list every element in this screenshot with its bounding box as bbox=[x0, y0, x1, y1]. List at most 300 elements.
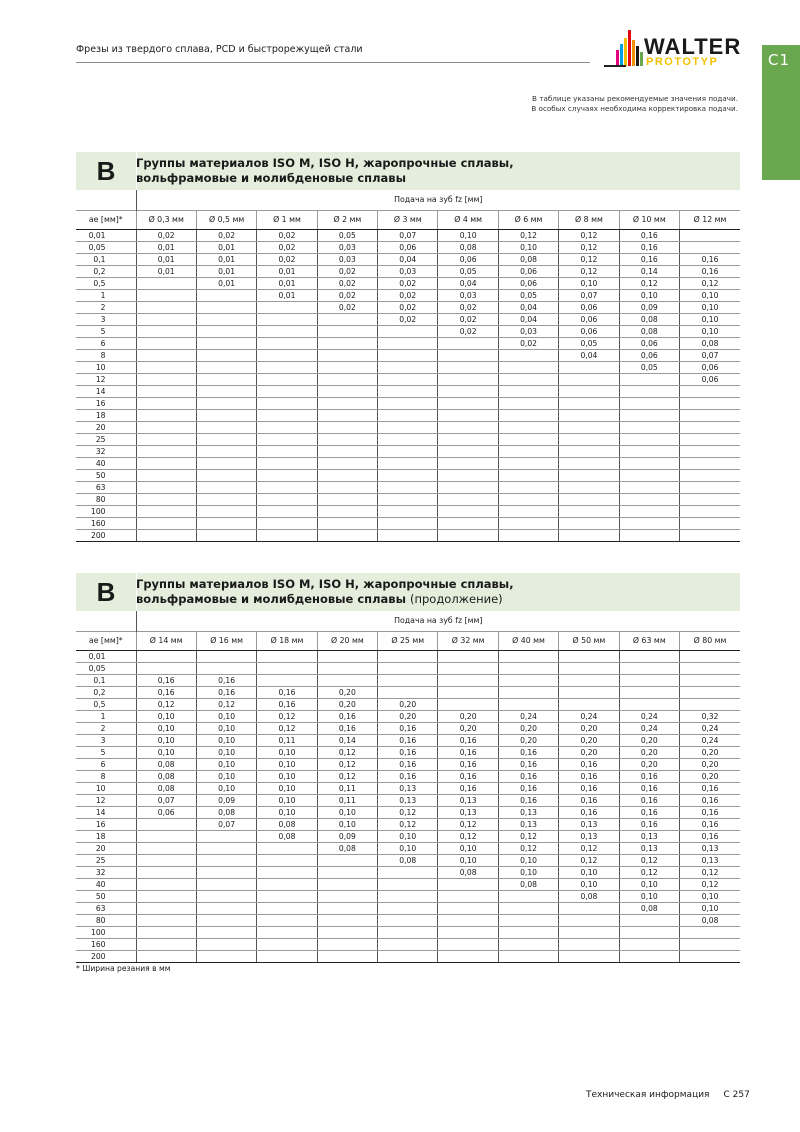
feed-value-cell: 0,01 bbox=[257, 289, 317, 301]
ae-value: 25 bbox=[76, 854, 136, 866]
diameter-column-header: Ø 2 мм bbox=[317, 210, 377, 229]
feed-value-cell: 0,16 bbox=[438, 770, 498, 782]
table-row bbox=[76, 229, 740, 241]
chapter-tab-label: C1 bbox=[768, 51, 791, 69]
feed-value-cell: 0,02 bbox=[378, 277, 438, 289]
feed-value-cell: 0,16 bbox=[498, 758, 558, 770]
diameter-column-header: Ø 10 мм bbox=[619, 210, 679, 229]
feed-note-line-2: В особых случаях необходима корректировка подачи. bbox=[531, 104, 738, 113]
feed-value-cell: 0,32 bbox=[680, 710, 741, 722]
ae-value: 200 bbox=[76, 950, 136, 962]
feed-value-cell bbox=[498, 662, 558, 674]
feed-value-cell bbox=[438, 361, 498, 373]
feed-value-cell: 0,04 bbox=[498, 301, 558, 313]
feed-value-cell bbox=[136, 397, 196, 409]
page-footer bbox=[586, 1090, 750, 1100]
feed-value-cell bbox=[559, 650, 619, 662]
feed-value-cell bbox=[438, 674, 498, 686]
feed-value-cell: 0,10 bbox=[619, 289, 679, 301]
feed-value-cell bbox=[619, 445, 679, 457]
feed-value-cell: 0,16 bbox=[498, 746, 558, 758]
feed-value-cell: 0,14 bbox=[317, 734, 377, 746]
ae-value: 0,2 bbox=[76, 686, 136, 698]
feed-value-cell bbox=[680, 397, 741, 409]
feed-value-cell: 0,02 bbox=[317, 265, 377, 277]
feed-value-cell bbox=[378, 445, 438, 457]
feed-value-cell bbox=[378, 866, 438, 878]
feed-value-cell bbox=[378, 421, 438, 433]
feed-value-cell bbox=[438, 686, 498, 698]
feed-value-cell bbox=[257, 674, 317, 686]
feed-label-spacer bbox=[76, 611, 136, 631]
feed-value-cell bbox=[257, 914, 317, 926]
feed-value-cell: 0,10 bbox=[559, 277, 619, 289]
feed-value-cell bbox=[317, 914, 377, 926]
feed-value-cell: 0,12 bbox=[498, 830, 558, 842]
feed-value-cell bbox=[196, 385, 256, 397]
feed-value-cell bbox=[680, 650, 741, 662]
ae-value: 1 bbox=[76, 289, 136, 301]
feed-value-cell: 0,06 bbox=[559, 313, 619, 325]
feed-value-cell: 0,01 bbox=[257, 265, 317, 277]
table-row bbox=[76, 926, 740, 938]
feed-value-cell bbox=[680, 505, 741, 517]
feed-value-cell bbox=[257, 938, 317, 950]
feed-value-cell: 0,16 bbox=[680, 253, 741, 265]
feed-value-cell bbox=[498, 409, 558, 421]
feed-value-cell bbox=[498, 349, 558, 361]
feed-value-cell: 0,16 bbox=[559, 758, 619, 770]
table-row bbox=[76, 493, 740, 505]
ae-value: 0,5 bbox=[76, 698, 136, 710]
feed-value-cell bbox=[438, 433, 498, 445]
feed-value-cell: 0,01 bbox=[136, 241, 196, 253]
feed-value-cell bbox=[498, 650, 558, 662]
feed-value-cell bbox=[136, 890, 196, 902]
diameter-column-header: Ø 18 мм bbox=[257, 631, 317, 650]
table-row bbox=[76, 842, 740, 854]
feed-value-cell: 0,16 bbox=[619, 794, 679, 806]
logo-bar bbox=[620, 44, 623, 66]
feed-value-cell: 0,13 bbox=[378, 782, 438, 794]
feed-value-cell bbox=[136, 902, 196, 914]
feed-value-cell: 0,16 bbox=[136, 674, 196, 686]
feed-value-cell bbox=[438, 529, 498, 541]
feed-value-cell bbox=[498, 938, 558, 950]
feed-value-cell: 0,12 bbox=[680, 878, 741, 890]
feed-value-cell: 0,20 bbox=[680, 746, 741, 758]
feed-value-cell bbox=[559, 926, 619, 938]
feed-value-cell bbox=[438, 337, 498, 349]
feed-value-cell bbox=[136, 421, 196, 433]
ae-value: 14 bbox=[76, 385, 136, 397]
feed-value-cell: 0,05 bbox=[317, 229, 377, 241]
feed-value-cell bbox=[196, 397, 256, 409]
feed-value-cell: 0,10 bbox=[498, 854, 558, 866]
table-row bbox=[76, 770, 740, 782]
feed-per-tooth-label: Подача на зуб fz [мм] bbox=[136, 190, 740, 210]
feed-value-cell: 0,10 bbox=[196, 734, 256, 746]
diameter-column-header: Ø 80 мм bbox=[680, 631, 741, 650]
feed-value-cell: 0,12 bbox=[559, 265, 619, 277]
table-row bbox=[76, 818, 740, 830]
feed-value-cell: 0,02 bbox=[378, 289, 438, 301]
table-row bbox=[76, 373, 740, 385]
feed-value-cell bbox=[136, 650, 196, 662]
feed-value-cell: 0,13 bbox=[498, 806, 558, 818]
feed-value-cell: 0,16 bbox=[680, 265, 741, 277]
feed-value-cell bbox=[257, 890, 317, 902]
ae-value: 2 bbox=[76, 301, 136, 313]
ae-value: 16 bbox=[76, 397, 136, 409]
table-row bbox=[76, 397, 740, 409]
table-row bbox=[76, 914, 740, 926]
feed-value-cell: 0,02 bbox=[438, 313, 498, 325]
feed-value-cell: 0,08 bbox=[619, 902, 679, 914]
table-row bbox=[76, 746, 740, 758]
feed-value-cell bbox=[257, 325, 317, 337]
ae-value: 12 bbox=[76, 794, 136, 806]
feed-value-cell bbox=[317, 662, 377, 674]
feed-value-cell: 0,20 bbox=[680, 770, 741, 782]
feed-value-cell bbox=[498, 914, 558, 926]
feed-value-cell bbox=[136, 337, 196, 349]
feed-value-cell: 0,16 bbox=[196, 686, 256, 698]
feed-value-cell bbox=[680, 686, 741, 698]
feed-value-cell bbox=[317, 445, 377, 457]
feed-value-cell: 0,10 bbox=[559, 878, 619, 890]
feed-value-cell: 0,16 bbox=[619, 253, 679, 265]
feed-value-cell: 0,10 bbox=[680, 289, 741, 301]
feed-value-cell bbox=[559, 529, 619, 541]
feed-value-cell bbox=[257, 878, 317, 890]
feed-value-cell: 0,10 bbox=[257, 794, 317, 806]
feed-value-cell bbox=[680, 241, 741, 253]
table-row bbox=[76, 457, 740, 469]
ae-value: 18 bbox=[76, 830, 136, 842]
ae-value: 160 bbox=[76, 517, 136, 529]
feed-value-cell bbox=[257, 493, 317, 505]
diameter-column-header: Ø 1 мм bbox=[257, 210, 317, 229]
feed-value-cell bbox=[136, 517, 196, 529]
feed-value-cell bbox=[559, 938, 619, 950]
column-header-row bbox=[76, 631, 740, 650]
feed-value-cell bbox=[619, 457, 679, 469]
feed-value-cell bbox=[619, 409, 679, 421]
feed-value-cell: 0,16 bbox=[680, 806, 741, 818]
feed-value-cell bbox=[438, 481, 498, 493]
feed-value-cell bbox=[498, 505, 558, 517]
chapter-tab bbox=[762, 45, 800, 180]
feed-value-cell bbox=[378, 337, 438, 349]
feed-value-cell bbox=[317, 397, 377, 409]
feed-value-cell: 0,12 bbox=[559, 854, 619, 866]
table-row bbox=[76, 361, 740, 373]
feed-value-cell bbox=[136, 481, 196, 493]
feed-value-cell bbox=[498, 421, 558, 433]
feed-value-cell: 0,07 bbox=[378, 229, 438, 241]
feed-value-cell: 0,16 bbox=[498, 782, 558, 794]
feed-value-cell bbox=[680, 938, 741, 950]
feed-value-cell: 0,20 bbox=[619, 758, 679, 770]
feed-value-cell: 0,01 bbox=[136, 253, 196, 265]
feed-value-cell: 0,10 bbox=[196, 770, 256, 782]
feed-value-cell bbox=[196, 890, 256, 902]
feed-value-cell: 0,12 bbox=[559, 253, 619, 265]
feed-value-cell: 0,06 bbox=[498, 277, 558, 289]
feed-value-cell: 0,13 bbox=[619, 830, 679, 842]
feed-value-cell bbox=[257, 445, 317, 457]
ae-value: 8 bbox=[76, 349, 136, 361]
table-row bbox=[76, 878, 740, 890]
feed-value-cell: 0,08 bbox=[317, 842, 377, 854]
logo-bar bbox=[616, 50, 619, 66]
feed-value-cell: 0,16 bbox=[257, 698, 317, 710]
diameter-column-header: Ø 3 мм bbox=[378, 210, 438, 229]
section-title bbox=[136, 156, 514, 186]
feed-value-cell bbox=[378, 890, 438, 902]
feed-value-cell bbox=[378, 481, 438, 493]
feed-note-line-1: В таблице указаны рекомендуемые значения подачи. bbox=[532, 94, 738, 103]
feed-value-cell: 0,12 bbox=[498, 229, 558, 241]
feed-value-cell: 0,08 bbox=[136, 758, 196, 770]
feed-value-cell: 0,20 bbox=[498, 734, 558, 746]
feed-value-cell bbox=[438, 469, 498, 481]
feed-value-cell: 0,12 bbox=[317, 770, 377, 782]
logo-bars-icon bbox=[604, 30, 644, 66]
logo-bar bbox=[628, 30, 631, 66]
feed-value-cell: 0,20 bbox=[317, 686, 377, 698]
feed-value-cell: 0,12 bbox=[378, 818, 438, 830]
table-row bbox=[76, 337, 740, 349]
feed-value-cell bbox=[257, 505, 317, 517]
feed-value-cell bbox=[257, 650, 317, 662]
feed-value-cell bbox=[257, 469, 317, 481]
feed-value-cell bbox=[317, 890, 377, 902]
feed-value-cell: 0,08 bbox=[680, 337, 741, 349]
table-row bbox=[76, 325, 740, 337]
feed-value-cell bbox=[317, 674, 377, 686]
table-row bbox=[76, 385, 740, 397]
feed-value-cell bbox=[257, 409, 317, 421]
section-title-line-2 bbox=[136, 592, 514, 607]
feed-value-cell: 0,12 bbox=[680, 866, 741, 878]
feed-value-cell bbox=[498, 686, 558, 698]
feed-value-cell: 0,12 bbox=[619, 854, 679, 866]
feed-value-cell: 0,04 bbox=[498, 313, 558, 325]
section-header bbox=[76, 573, 740, 611]
feed-value-cell bbox=[136, 914, 196, 926]
feed-value-cell bbox=[559, 950, 619, 962]
feed-value-cell: 0,12 bbox=[438, 818, 498, 830]
ae-value: 0,5 bbox=[76, 277, 136, 289]
feed-value-cell: 0,16 bbox=[619, 818, 679, 830]
diameter-column-header: Ø 32 мм bbox=[438, 631, 498, 650]
feed-value-cell: 0,16 bbox=[136, 686, 196, 698]
feed-value-cell bbox=[136, 277, 196, 289]
ae-value: 10 bbox=[76, 361, 136, 373]
feed-value-cell bbox=[317, 481, 377, 493]
feed-value-cell bbox=[196, 301, 256, 313]
section-header bbox=[76, 152, 740, 190]
feed-value-cell bbox=[378, 662, 438, 674]
feed-value-cell bbox=[257, 481, 317, 493]
feed-value-cell bbox=[196, 445, 256, 457]
feed-value-cell bbox=[619, 493, 679, 505]
table-row bbox=[76, 830, 740, 842]
feed-value-cell bbox=[378, 457, 438, 469]
ae-value: 80 bbox=[76, 914, 136, 926]
feed-value-cell: 0,20 bbox=[438, 722, 498, 734]
feed-value-cell bbox=[559, 433, 619, 445]
feed-value-cell: 0,10 bbox=[680, 902, 741, 914]
feed-value-cell: 0,09 bbox=[196, 794, 256, 806]
ae-value: 160 bbox=[76, 938, 136, 950]
feed-value-cell: 0,16 bbox=[378, 722, 438, 734]
feed-value-cell bbox=[378, 926, 438, 938]
feed-value-cell: 0,10 bbox=[257, 782, 317, 794]
feed-value-cell bbox=[619, 397, 679, 409]
feed-value-cell bbox=[317, 421, 377, 433]
ae-value: 0,1 bbox=[76, 253, 136, 265]
feed-value-cell: 0,10 bbox=[136, 710, 196, 722]
feed-value-cell bbox=[317, 505, 377, 517]
ae-value: 12 bbox=[76, 373, 136, 385]
feed-value-cell bbox=[438, 890, 498, 902]
feed-value-cell bbox=[619, 650, 679, 662]
feed-value-cell: 0,07 bbox=[680, 349, 741, 361]
material-group-letter: B bbox=[96, 155, 116, 186]
feed-value-cell: 0,20 bbox=[559, 746, 619, 758]
feed-value-cell bbox=[680, 493, 741, 505]
feed-value-cell bbox=[498, 902, 558, 914]
feed-value-cell bbox=[317, 938, 377, 950]
feed-value-cell bbox=[680, 229, 741, 241]
feed-value-cell: 0,14 bbox=[619, 265, 679, 277]
feed-value-cell bbox=[559, 421, 619, 433]
feed-value-cell bbox=[378, 902, 438, 914]
table-row bbox=[76, 734, 740, 746]
feed-value-cell bbox=[317, 325, 377, 337]
feed-value-cell bbox=[559, 469, 619, 481]
feed-value-cell bbox=[257, 385, 317, 397]
logo-main-text: WALTER bbox=[644, 34, 742, 59]
feed-value-cell bbox=[438, 950, 498, 962]
feed-value-cell bbox=[136, 493, 196, 505]
table-row bbox=[76, 758, 740, 770]
section-title bbox=[136, 577, 514, 607]
feed-value-cell: 0,08 bbox=[196, 806, 256, 818]
feed-value-cell bbox=[438, 698, 498, 710]
table-row bbox=[76, 806, 740, 818]
feed-value-cell bbox=[438, 445, 498, 457]
feed-value-cell: 0,08 bbox=[619, 313, 679, 325]
ae-value: 100 bbox=[76, 505, 136, 517]
table-row bbox=[76, 469, 740, 481]
feed-value-cell: 0,06 bbox=[619, 349, 679, 361]
feed-value-cell: 0,16 bbox=[619, 806, 679, 818]
feed-value-cell bbox=[438, 373, 498, 385]
table-row bbox=[76, 902, 740, 914]
feed-value-cell: 0,05 bbox=[559, 337, 619, 349]
feed-value-cell bbox=[317, 529, 377, 541]
feed-value-cell: 0,16 bbox=[317, 722, 377, 734]
feed-value-cell bbox=[680, 662, 741, 674]
feed-value-cell bbox=[559, 361, 619, 373]
feed-value-cell: 0,10 bbox=[136, 734, 196, 746]
section-title-line-2-text: вольфрамовые и молибденовые сплавы bbox=[136, 592, 406, 606]
feed-value-cell: 0,12 bbox=[619, 866, 679, 878]
feed-value-cell: 0,10 bbox=[559, 866, 619, 878]
feed-value-cell: 0,08 bbox=[559, 890, 619, 902]
feed-value-cell: 0,10 bbox=[317, 806, 377, 818]
feed-value-cell: 0,13 bbox=[680, 854, 741, 866]
diameter-column-header: Ø 0,5 мм bbox=[196, 210, 256, 229]
feed-value-cell bbox=[136, 313, 196, 325]
feed-value-cell bbox=[498, 493, 558, 505]
feed-value-cell: 0,16 bbox=[498, 770, 558, 782]
feed-value-cell: 0,06 bbox=[680, 361, 741, 373]
ae-value: 20 bbox=[76, 421, 136, 433]
section-subtitle: (продолжение) bbox=[409, 592, 503, 606]
diameter-column-header: Ø 12 мм bbox=[680, 210, 741, 229]
feed-value-cell bbox=[196, 325, 256, 337]
feed-value-cell bbox=[317, 409, 377, 421]
feed-value-cell bbox=[438, 926, 498, 938]
ae-value: 0,01 bbox=[76, 650, 136, 662]
feed-value-cell bbox=[196, 313, 256, 325]
feed-value-cell: 0,20 bbox=[378, 698, 438, 710]
ae-value: 0,1 bbox=[76, 674, 136, 686]
diameter-column-header: Ø 63 мм bbox=[619, 631, 679, 650]
feed-value-cell bbox=[317, 469, 377, 481]
feed-value-cell bbox=[498, 397, 558, 409]
feed-value-cell: 0,24 bbox=[680, 722, 741, 734]
feed-value-cell: 0,02 bbox=[317, 289, 377, 301]
feed-value-cell: 0,12 bbox=[559, 842, 619, 854]
feed-value-cell: 0,03 bbox=[317, 253, 377, 265]
feed-value-cell: 0,12 bbox=[136, 698, 196, 710]
feed-value-cell bbox=[498, 529, 558, 541]
feed-value-cell bbox=[136, 469, 196, 481]
feed-value-cell bbox=[317, 457, 377, 469]
feed-value-cell: 0,08 bbox=[257, 830, 317, 842]
feed-value-cell bbox=[438, 914, 498, 926]
feed-value-cell bbox=[498, 445, 558, 457]
feed-value-cell bbox=[196, 361, 256, 373]
feed-value-cell: 0,10 bbox=[378, 830, 438, 842]
feed-value-cell: 0,12 bbox=[559, 241, 619, 253]
table-row bbox=[76, 782, 740, 794]
feed-value-cell bbox=[619, 914, 679, 926]
feed-value-cell: 0,20 bbox=[680, 758, 741, 770]
feed-value-cell bbox=[680, 529, 741, 541]
feed-value-cell: 0,12 bbox=[317, 746, 377, 758]
table-row bbox=[76, 938, 740, 950]
feed-value-cell bbox=[196, 337, 256, 349]
feed-value-cell bbox=[136, 433, 196, 445]
feed-value-cell: 0,12 bbox=[680, 277, 741, 289]
feed-value-cell: 0,20 bbox=[619, 734, 679, 746]
feed-value-cell: 0,16 bbox=[438, 734, 498, 746]
feed-value-cell: 0,02 bbox=[317, 301, 377, 313]
feed-value-cell bbox=[680, 409, 741, 421]
feed-value-cell bbox=[680, 469, 741, 481]
feed-value-cell bbox=[257, 866, 317, 878]
feed-value-cell: 0,16 bbox=[559, 806, 619, 818]
feed-value-cell: 0,01 bbox=[196, 253, 256, 265]
table-row bbox=[76, 253, 740, 265]
